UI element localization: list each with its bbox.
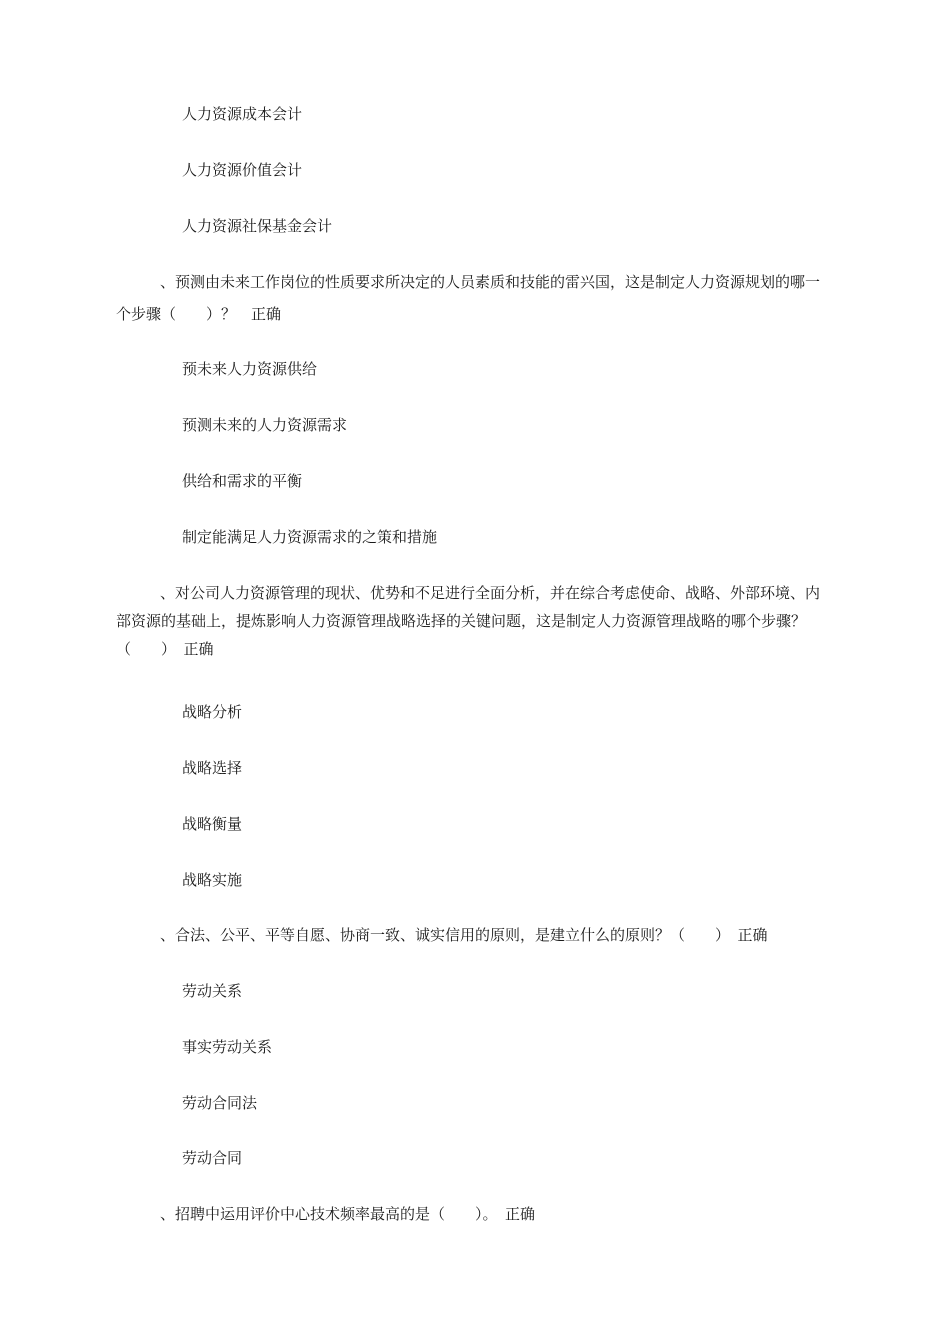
question-text (116, 1204, 836, 1224)
answer-option: 预未来人力资源供给 (182, 360, 318, 378)
question-line: 、招聘中运用评价中心技术频率最高的是（ ）。 正确 (160, 1205, 536, 1223)
answer-option: 供给和需求的平衡 (182, 472, 303, 490)
question-line: （ ） 正确 (116, 640, 214, 658)
answer-option: 人力资源成本会计 (182, 105, 303, 123)
answer-option: 战略分析 (182, 703, 243, 721)
question-text (116, 925, 836, 945)
question-line: 个步骤（ ）？ 正确 (116, 305, 282, 323)
question-line: 、预测由未来工作岗位的性质要求所决定的人员素质和技能的雷兴国，这是制定人力资源规划的哪一 (160, 273, 821, 291)
answer-option: 战略选择 (182, 759, 243, 777)
answer-option: 预测未来的人力资源需求 (182, 416, 348, 434)
question-text (116, 272, 836, 324)
question-line: 部资源的基础上，提炼影响人力资源管理战略选择的关键问题，这是制定人力资源管理战略的哪个步骤？ (116, 612, 807, 630)
answer-option: 事实劳动关系 (182, 1038, 273, 1056)
question-line: 、对公司人力资源管理的现状、优势和不足进行全面分析，并在综合考虑使命、战略、外部环境、内 (160, 584, 821, 602)
question-text (116, 583, 836, 659)
answer-option: 劳动合同法 (182, 1094, 258, 1112)
answer-option: 制定能满足人力资源需求的之策和措施 (182, 528, 438, 546)
answer-option: 战略衡量 (182, 815, 243, 833)
answer-option: 劳动关系 (182, 982, 243, 1000)
answer-option: 人力资源价值会计 (182, 161, 303, 179)
answer-option: 劳动合同 (182, 1149, 243, 1167)
answer-option: 人力资源社保基金会计 (182, 217, 333, 235)
answer-option: 战略实施 (182, 871, 243, 889)
question-line: 、合法、公平、平等自愿、协商一致、诚实信用的原则，是建立什么的原则？（ ） 正确 (160, 926, 768, 944)
